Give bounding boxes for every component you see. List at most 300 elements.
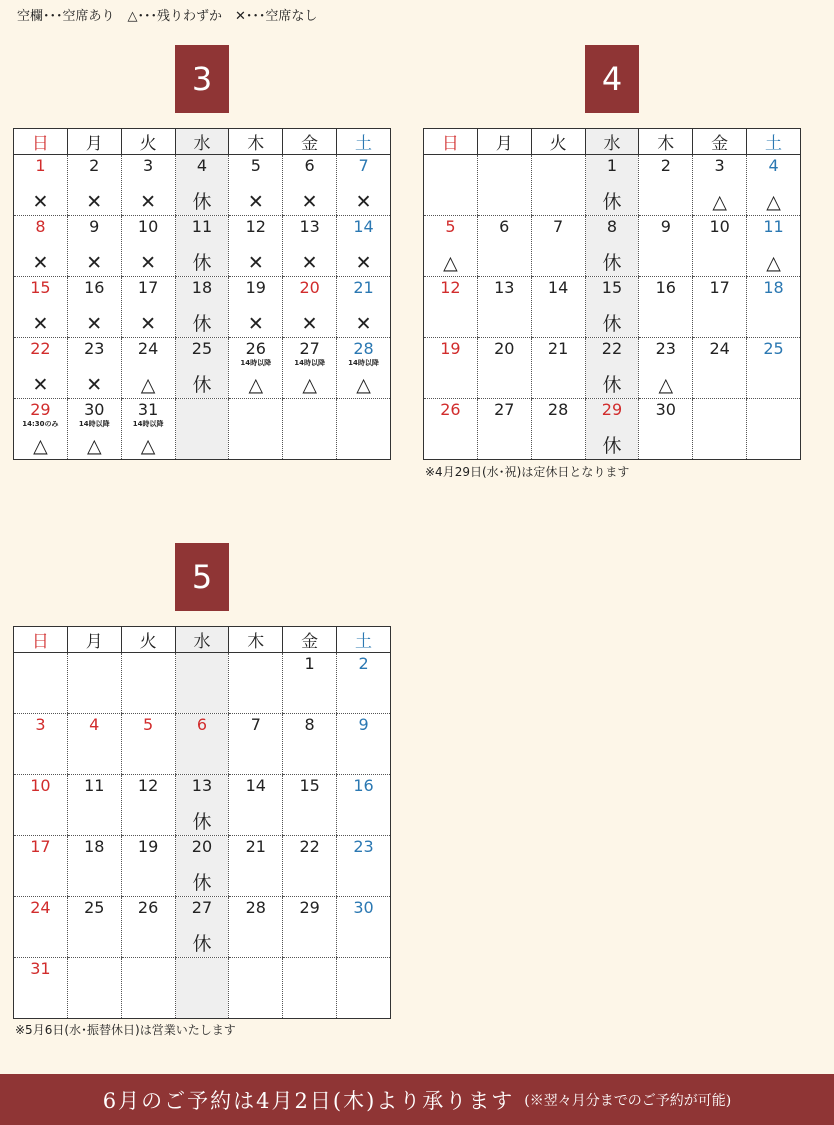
day-cell xyxy=(175,836,229,897)
day-number: 3 xyxy=(143,156,154,175)
week-row xyxy=(14,155,391,216)
day-cell xyxy=(121,714,175,775)
day-number: 12 xyxy=(440,278,461,297)
banner-sub-text: (※翌々月分までのご予約が可能) xyxy=(524,1092,732,1109)
day-number: 17 xyxy=(30,837,51,856)
month-badge-april: 4 xyxy=(585,45,639,113)
day-cell xyxy=(121,897,175,958)
week-row xyxy=(14,399,391,460)
weekday-header: 土 xyxy=(337,129,391,155)
day-number: 14 xyxy=(245,776,266,795)
day-cell xyxy=(585,399,639,460)
day-cell xyxy=(67,277,121,338)
full-mark: ✕ xyxy=(247,252,264,274)
day-cell xyxy=(531,216,585,277)
day-number: 28 xyxy=(353,339,374,358)
day-number: 16 xyxy=(353,776,374,795)
day-cell xyxy=(229,277,283,338)
closed-mark: 休 xyxy=(192,374,212,396)
day-cell xyxy=(175,277,229,338)
day-number: 27 xyxy=(191,898,213,917)
weekday-header: 日 xyxy=(424,129,478,155)
day-number: 19 xyxy=(137,837,159,856)
time-note: 14:30のみ xyxy=(22,420,59,428)
day-number: 15 xyxy=(601,278,623,297)
day-number: 11 xyxy=(763,217,784,236)
day-cell xyxy=(283,775,337,836)
few-seats-mark: △ xyxy=(86,435,102,457)
day-cell xyxy=(337,714,391,775)
day-cell xyxy=(585,216,639,277)
full-mark: ✕ xyxy=(86,252,103,274)
day-cell xyxy=(14,958,68,1019)
day-cell xyxy=(585,155,639,216)
day-number: 20 xyxy=(494,339,515,358)
day-number: 5 xyxy=(143,715,154,734)
day-cell xyxy=(121,338,175,399)
day-number: 18 xyxy=(84,837,105,856)
day-number: 9 xyxy=(89,217,100,236)
day-cell xyxy=(424,277,478,338)
day-cell xyxy=(477,399,531,460)
day-number: 11 xyxy=(191,217,213,236)
day-number: 13 xyxy=(494,278,515,297)
day-number: 18 xyxy=(763,278,784,297)
day-number: 5 xyxy=(250,156,261,175)
weekday-header: 水 xyxy=(175,627,229,653)
banner-main-text: 6月のご予約は4月2日(木)より承ります xyxy=(102,1088,515,1113)
day-number: 9 xyxy=(660,217,671,236)
day-number: 4 xyxy=(768,156,779,175)
day-number: 21 xyxy=(353,278,374,297)
day-cell xyxy=(639,277,693,338)
day-cell xyxy=(175,714,229,775)
day-number: 4 xyxy=(89,715,100,734)
time-note: 14時以降 xyxy=(348,359,379,367)
full-mark: ✕ xyxy=(301,313,318,335)
day-number: 14 xyxy=(353,217,374,236)
day-cell xyxy=(229,399,283,460)
day-cell xyxy=(121,836,175,897)
day-number: 9 xyxy=(358,715,369,734)
weekday-header: 日 xyxy=(14,129,68,155)
week-row xyxy=(424,155,801,216)
day-number: 10 xyxy=(709,217,730,236)
day-number: 22 xyxy=(601,339,623,358)
day-cell xyxy=(121,277,175,338)
day-number: 28 xyxy=(245,898,266,917)
day-cell xyxy=(693,216,747,277)
day-cell xyxy=(229,338,283,399)
day-cell xyxy=(283,897,337,958)
calendar-may xyxy=(13,626,391,1019)
day-cell xyxy=(337,216,391,277)
day-number: 27 xyxy=(299,339,320,358)
day-cell xyxy=(337,775,391,836)
day-cell xyxy=(639,155,693,216)
day-number: 20 xyxy=(299,278,320,297)
day-cell xyxy=(477,216,531,277)
calendar-april xyxy=(423,128,801,460)
weekday-header-row xyxy=(14,129,391,155)
day-number: 25 xyxy=(84,898,105,917)
week-row xyxy=(424,216,801,277)
day-cell xyxy=(639,399,693,460)
full-mark: ✕ xyxy=(355,252,372,274)
few-seats-mark: △ xyxy=(302,374,317,396)
day-number: 6 xyxy=(196,715,208,734)
full-mark: ✕ xyxy=(247,313,264,335)
weekday-header-row xyxy=(14,627,391,653)
may-footnote: ※5月6日(水･振替休日)は営業いたします xyxy=(15,1023,236,1037)
day-cell xyxy=(531,399,585,460)
day-cell xyxy=(283,399,337,460)
closed-mark: 休 xyxy=(192,933,212,955)
full-mark: ✕ xyxy=(140,191,157,213)
day-number: 25 xyxy=(191,339,213,358)
full-mark: ✕ xyxy=(247,191,264,213)
week-row xyxy=(14,897,391,958)
day-cell xyxy=(639,338,693,399)
closed-mark: 休 xyxy=(602,374,622,396)
closed-mark: 休 xyxy=(192,313,212,335)
full-mark: ✕ xyxy=(86,191,103,213)
few-seats-mark: △ xyxy=(356,374,371,396)
weekday-header: 木 xyxy=(229,627,283,653)
few-seats-mark: △ xyxy=(712,191,727,213)
weekday-header: 木 xyxy=(639,129,693,155)
few-seats-mark: △ xyxy=(658,374,674,396)
week-row xyxy=(424,399,801,460)
day-number: 18 xyxy=(191,278,213,297)
day-cell xyxy=(585,338,639,399)
day-cell xyxy=(229,155,283,216)
day-number: 24 xyxy=(709,339,730,358)
full-mark: ✕ xyxy=(301,252,318,274)
day-number: 29 xyxy=(601,400,623,419)
day-number: 8 xyxy=(606,217,618,236)
day-number: 19 xyxy=(440,339,461,358)
weekday-header-row xyxy=(424,129,801,155)
day-number: 13 xyxy=(191,776,213,795)
weekday-header: 月 xyxy=(67,129,121,155)
day-cell xyxy=(175,399,229,460)
day-cell xyxy=(121,775,175,836)
day-number: 8 xyxy=(304,715,315,734)
weekday-header: 金 xyxy=(283,627,337,653)
full-mark: ✕ xyxy=(86,374,103,396)
day-number: 3 xyxy=(35,715,46,734)
day-number: 16 xyxy=(655,278,676,297)
time-note: 14時以降 xyxy=(240,359,272,367)
day-cell xyxy=(585,277,639,338)
closed-mark: 休 xyxy=(602,252,622,274)
week-row xyxy=(14,216,391,277)
weekday-header: 火 xyxy=(121,627,175,653)
day-number: 26 xyxy=(245,339,266,358)
day-cell xyxy=(229,958,283,1019)
day-number: 1 xyxy=(35,156,46,175)
day-cell xyxy=(747,216,801,277)
day-number: 19 xyxy=(245,278,266,297)
day-number: 21 xyxy=(547,339,569,358)
weekday-header: 水 xyxy=(585,129,639,155)
day-cell xyxy=(693,155,747,216)
day-cell xyxy=(283,958,337,1019)
day-cell xyxy=(175,958,229,1019)
day-cell xyxy=(229,714,283,775)
weekday-header: 月 xyxy=(67,627,121,653)
day-cell xyxy=(283,836,337,897)
day-cell xyxy=(175,216,229,277)
day-cell xyxy=(67,338,121,399)
full-mark: ✕ xyxy=(140,252,157,274)
day-number: 2 xyxy=(358,654,369,673)
availability-legend: 空欄･･･空席あり △･･･残りわずか ✕･･･空席なし xyxy=(17,9,318,24)
day-number: 13 xyxy=(299,217,320,236)
day-number: 23 xyxy=(655,339,676,358)
day-cell xyxy=(175,897,229,958)
day-number: 21 xyxy=(245,837,266,856)
weekday-header: 土 xyxy=(747,129,801,155)
day-number: 28 xyxy=(547,400,569,419)
closed-mark: 休 xyxy=(192,252,212,274)
day-number: 1 xyxy=(606,156,618,175)
time-note: 14時以降 xyxy=(132,420,164,428)
april-footnote: ※4月29日(水･祝)は定休日となります xyxy=(425,465,630,479)
full-mark: ✕ xyxy=(301,191,318,213)
day-number: 23 xyxy=(353,837,374,856)
weekday-header: 月 xyxy=(477,129,531,155)
time-note: 14時以降 xyxy=(78,420,110,428)
day-cell xyxy=(229,653,283,714)
day-cell xyxy=(67,216,121,277)
day-number: 25 xyxy=(763,339,784,358)
day-cell xyxy=(693,338,747,399)
day-number: 14 xyxy=(547,278,569,297)
day-number: 17 xyxy=(709,278,730,297)
day-number: 7 xyxy=(250,715,261,734)
day-cell xyxy=(283,155,337,216)
day-cell xyxy=(121,216,175,277)
day-cell xyxy=(14,714,68,775)
day-number: 12 xyxy=(245,217,266,236)
day-number: 1 xyxy=(304,654,315,673)
day-number: 22 xyxy=(299,837,320,856)
weekday-header: 火 xyxy=(121,129,175,155)
day-cell xyxy=(283,216,337,277)
week-row xyxy=(424,338,801,399)
day-cell xyxy=(693,277,747,338)
day-cell xyxy=(424,216,478,277)
day-cell xyxy=(747,277,801,338)
few-seats-mark: △ xyxy=(33,435,48,457)
full-mark: ✕ xyxy=(32,252,49,274)
day-number: 15 xyxy=(30,278,51,297)
day-number: 30 xyxy=(84,400,105,419)
day-cell xyxy=(14,399,68,460)
day-cell xyxy=(337,399,391,460)
day-cell xyxy=(121,155,175,216)
full-mark: ✕ xyxy=(355,191,372,213)
day-cell xyxy=(67,155,121,216)
day-cell xyxy=(747,155,801,216)
day-number: 7 xyxy=(553,217,564,236)
day-number: 29 xyxy=(299,898,320,917)
time-note: 14時以降 xyxy=(294,359,326,367)
day-cell xyxy=(531,155,585,216)
day-number: 2 xyxy=(660,156,671,175)
day-cell xyxy=(14,338,68,399)
day-number: 10 xyxy=(137,217,159,236)
full-mark: ✕ xyxy=(32,374,49,396)
day-cell xyxy=(337,897,391,958)
day-cell xyxy=(67,836,121,897)
full-mark: ✕ xyxy=(32,191,49,213)
day-number: 24 xyxy=(137,339,159,358)
day-cell xyxy=(67,653,121,714)
day-cell xyxy=(337,338,391,399)
day-number: 22 xyxy=(30,339,51,358)
day-cell xyxy=(229,897,283,958)
day-number: 12 xyxy=(137,776,159,795)
weekday-header: 金 xyxy=(283,129,337,155)
day-number: 24 xyxy=(30,898,51,917)
day-cell xyxy=(67,775,121,836)
day-cell xyxy=(283,277,337,338)
day-cell xyxy=(175,155,229,216)
day-cell xyxy=(14,277,68,338)
weekday-header: 日 xyxy=(14,627,68,653)
day-cell xyxy=(67,958,121,1019)
day-cell xyxy=(121,958,175,1019)
few-seats-mark: △ xyxy=(766,191,781,213)
day-number: 29 xyxy=(30,400,51,419)
day-number: 31 xyxy=(137,400,159,419)
day-number: 17 xyxy=(137,278,159,297)
day-cell xyxy=(747,399,801,460)
few-seats-mark: △ xyxy=(140,374,156,396)
few-seats-mark: △ xyxy=(140,435,156,457)
week-row xyxy=(14,958,391,1019)
closed-mark: 休 xyxy=(602,435,622,457)
day-number: 2 xyxy=(89,156,100,175)
weekday-header: 木 xyxy=(229,129,283,155)
weekday-header: 土 xyxy=(337,627,391,653)
day-cell xyxy=(14,216,68,277)
closed-mark: 休 xyxy=(192,191,212,213)
day-number: 7 xyxy=(358,156,369,175)
day-number: 20 xyxy=(191,837,213,856)
day-number: 8 xyxy=(35,217,46,236)
day-cell xyxy=(337,653,391,714)
day-number: 26 xyxy=(137,898,159,917)
day-number: 30 xyxy=(655,400,676,419)
day-cell xyxy=(229,836,283,897)
day-cell xyxy=(283,714,337,775)
day-cell xyxy=(531,277,585,338)
month-badge-may: 5 xyxy=(175,543,229,611)
week-row xyxy=(14,338,391,399)
day-cell xyxy=(424,399,478,460)
day-cell xyxy=(337,836,391,897)
day-number: 10 xyxy=(30,776,51,795)
day-number: 3 xyxy=(714,156,725,175)
week-row xyxy=(14,277,391,338)
few-seats-mark: △ xyxy=(443,252,458,274)
day-number: 15 xyxy=(299,776,320,795)
day-number: 30 xyxy=(353,898,374,917)
day-number: 4 xyxy=(196,156,208,175)
day-cell xyxy=(67,399,121,460)
week-row xyxy=(14,775,391,836)
day-cell xyxy=(175,653,229,714)
day-cell xyxy=(67,897,121,958)
day-number: 11 xyxy=(84,776,105,795)
day-cell xyxy=(424,155,478,216)
day-cell xyxy=(121,399,175,460)
month-badge-march: 3 xyxy=(175,45,229,113)
day-number: 31 xyxy=(30,959,51,978)
day-cell xyxy=(477,338,531,399)
full-mark: ✕ xyxy=(140,313,157,335)
full-mark: ✕ xyxy=(32,313,49,335)
day-cell xyxy=(175,338,229,399)
day-cell xyxy=(693,399,747,460)
closed-mark: 休 xyxy=(602,313,622,335)
day-cell xyxy=(337,958,391,1019)
closed-mark: 休 xyxy=(192,872,212,894)
calendar-march xyxy=(13,128,391,460)
day-cell xyxy=(14,897,68,958)
week-row xyxy=(14,653,391,714)
day-cell xyxy=(14,653,68,714)
day-number: 6 xyxy=(499,217,510,236)
reservation-banner xyxy=(0,1074,834,1125)
full-mark: ✕ xyxy=(86,313,103,335)
full-mark: ✕ xyxy=(355,313,372,335)
day-number: 27 xyxy=(494,400,515,419)
day-cell xyxy=(14,775,68,836)
day-cell xyxy=(424,338,478,399)
week-row xyxy=(14,714,391,775)
day-cell xyxy=(229,775,283,836)
day-number: 26 xyxy=(440,400,461,419)
day-cell xyxy=(14,836,68,897)
day-cell xyxy=(477,155,531,216)
day-cell xyxy=(337,155,391,216)
week-row xyxy=(424,277,801,338)
day-cell xyxy=(283,653,337,714)
day-cell xyxy=(67,714,121,775)
closed-mark: 休 xyxy=(192,811,212,833)
day-cell xyxy=(229,216,283,277)
weekday-header: 火 xyxy=(531,129,585,155)
day-number: 6 xyxy=(304,156,315,175)
day-number: 23 xyxy=(84,339,105,358)
day-cell xyxy=(747,338,801,399)
few-seats-mark: △ xyxy=(766,252,781,274)
day-cell xyxy=(477,277,531,338)
weekday-header: 水 xyxy=(175,129,229,155)
day-cell xyxy=(14,155,68,216)
day-cell xyxy=(175,775,229,836)
weekday-header: 金 xyxy=(693,129,747,155)
day-number: 5 xyxy=(445,217,456,236)
week-row xyxy=(14,836,391,897)
day-cell xyxy=(531,338,585,399)
day-cell xyxy=(121,653,175,714)
